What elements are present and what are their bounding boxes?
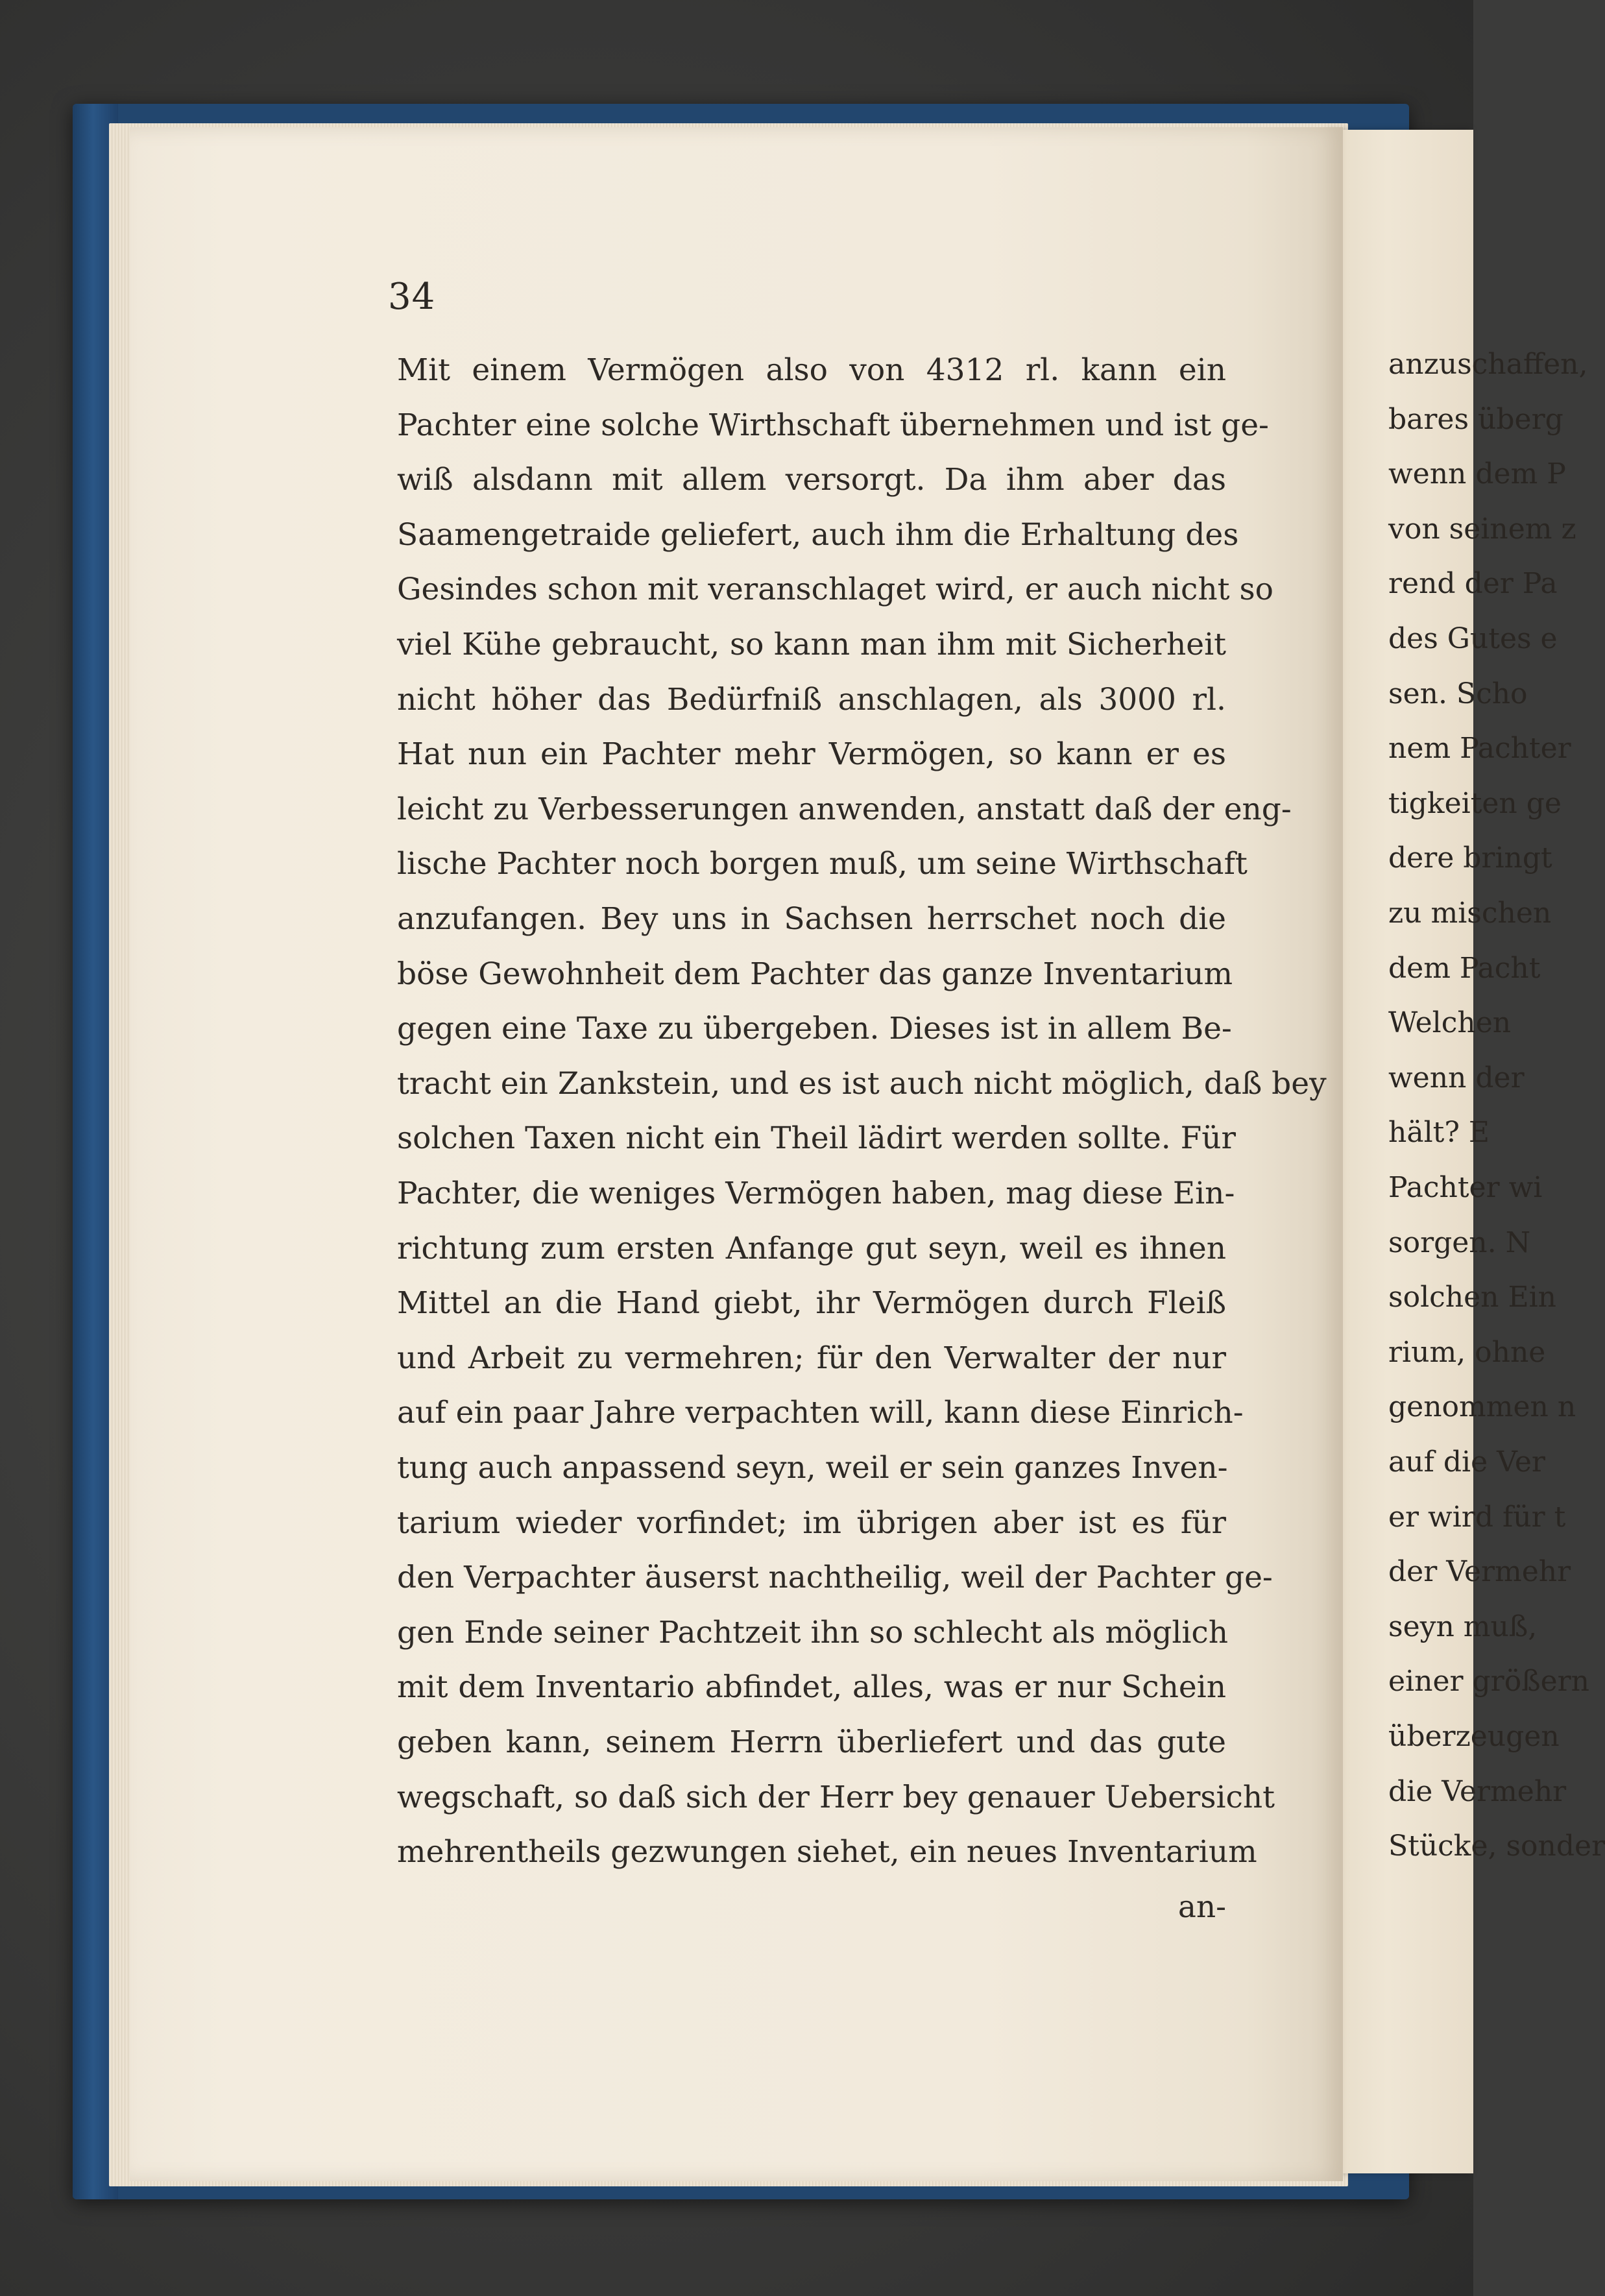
text-line: lische Pachter noch borgen muß, um seine Wirthschaft	[397, 846, 1248, 882]
text-line: richtung zum ersten Anfange gut seyn, weil es ihnen	[397, 1230, 1226, 1266]
catchword: an-	[1177, 1889, 1226, 1925]
text-line: leicht zu Verbesserungen anwenden, anstatt daß der eng-	[397, 791, 1292, 827]
text-line: tung auch anpassend seyn, weil er sein ganzes Inven-	[397, 1450, 1228, 1486]
right-page-line: rend der Pa	[1388, 567, 1558, 601]
text-line: und Arbeit zu vermehren; für den Verwalter der nur	[397, 1340, 1226, 1376]
page-number: 34	[388, 276, 436, 318]
text-line: böse Gewohnheit dem Pachter das ganze Inventarium	[397, 956, 1233, 992]
text-line: tarium wieder vorfindet; im übrigen aber ist es für	[397, 1504, 1226, 1541]
text-line: Saamengetraide geliefert, auch ihm die Erhaltung des	[397, 516, 1239, 553]
right-page-line: er wird für t	[1388, 1500, 1566, 1534]
text-line: mit dem Inventario abfindet, alles, was er nur Schein	[397, 1669, 1226, 1706]
right-page-line: sorgen. N	[1388, 1226, 1531, 1259]
right-page-line: anzuschaffen,	[1388, 348, 1588, 381]
text-line: gegen eine Taxe zu übergeben. Dieses ist in allem Be-	[397, 1011, 1232, 1047]
right-page-line: tigkeiten ge	[1388, 786, 1562, 820]
text-line: Pachter, die weniges Vermögen haben, mag diese Ein-	[397, 1176, 1235, 1211]
right-page-line: auf die Ver	[1388, 1445, 1545, 1479]
right-page-line: dere bringt	[1388, 841, 1552, 875]
text-line: Mittel an die Hand giebt, ihr Vermögen durch Fleiß	[397, 1285, 1226, 1322]
right-page-line: des Gutes e	[1388, 622, 1558, 655]
right-page-line: seyn muß,	[1388, 1610, 1538, 1643]
right-page-line: solchen Ein	[1388, 1281, 1557, 1314]
right-page-line: Welchen	[1388, 1006, 1512, 1040]
text-line: solchen Taxen nicht ein Theil lädirt werden sollte. Für	[397, 1120, 1237, 1157]
text-line: nicht höher das Bedürfniß anschlagen, als 3000 rl.	[397, 681, 1226, 718]
right-page-line: wenn dem P	[1388, 457, 1566, 491]
text-line: wiß alsdann mit allem versorgt. Da ihm aber das	[397, 462, 1226, 498]
right-page-line: die Vermehr	[1388, 1774, 1567, 1808]
text-line: geben kann, seinem Herrn überliefert und das gute	[397, 1724, 1226, 1760]
text-line: viel Kühe gebraucht, so kann man ihm mit Sicherheit	[397, 627, 1226, 662]
right-page-line: rium, ohne	[1388, 1335, 1546, 1369]
text-line: Pachter eine solche Wirthschaft übernehmen und ist ge-	[397, 407, 1269, 443]
right-page-line: Stücke, sonder	[1388, 1830, 1605, 1863]
right-page-fragment	[1330, 130, 1605, 2173]
right-page-line: der Vermehr	[1388, 1555, 1571, 1589]
text-line: wegschaft, so daß sich der Herr bey genauer Uebersicht	[397, 1779, 1275, 1815]
text-line: Hat nun ein Pachter mehr Vermögen, so kann er es	[397, 736, 1226, 773]
right-page-line: zu mischen	[1388, 897, 1552, 930]
text-line: anzufangen. Bey uns in Sachsen herrschet noch die	[397, 901, 1226, 937]
right-page-line: sen. Scho	[1388, 677, 1528, 710]
text-line: tracht ein Zankstein, und es ist auch nicht möglich, daß bey	[397, 1065, 1327, 1102]
right-page-line: genommen n	[1388, 1390, 1576, 1424]
right-page-line: nem Pachter	[1388, 732, 1571, 766]
right-page-line: hält? E	[1388, 1116, 1490, 1150]
text-line: mehrentheils gezwungen siehet, ein neues Inventarium	[397, 1834, 1257, 1870]
right-page-line: dem Pacht	[1388, 951, 1541, 985]
text-line: auf ein paar Jahre verpachten will, kann diese Einrich-	[397, 1395, 1244, 1431]
right-page-line: bares überg	[1388, 402, 1563, 436]
text-line: Mit einem Vermögen also von 4312 rl. kann ein	[397, 352, 1226, 388]
text-line: den Verpachter äuserst nachtheilig, weil der Pachter ge-	[397, 1560, 1273, 1596]
right-page-line: wenn der	[1388, 1061, 1525, 1094]
right-page-line: überzeugen	[1388, 1720, 1560, 1753]
right-page-line: von seinem z	[1388, 512, 1576, 546]
text-line: gen Ende seiner Pachtzeit ihn so schlecht als möglich	[397, 1614, 1229, 1650]
right-page-line: einer größern	[1388, 1665, 1589, 1698]
text-line: Gesindes schon mit veranschlaget wird, er auch nicht so	[397, 572, 1273, 608]
right-page-line: Pachter wi	[1388, 1171, 1543, 1204]
